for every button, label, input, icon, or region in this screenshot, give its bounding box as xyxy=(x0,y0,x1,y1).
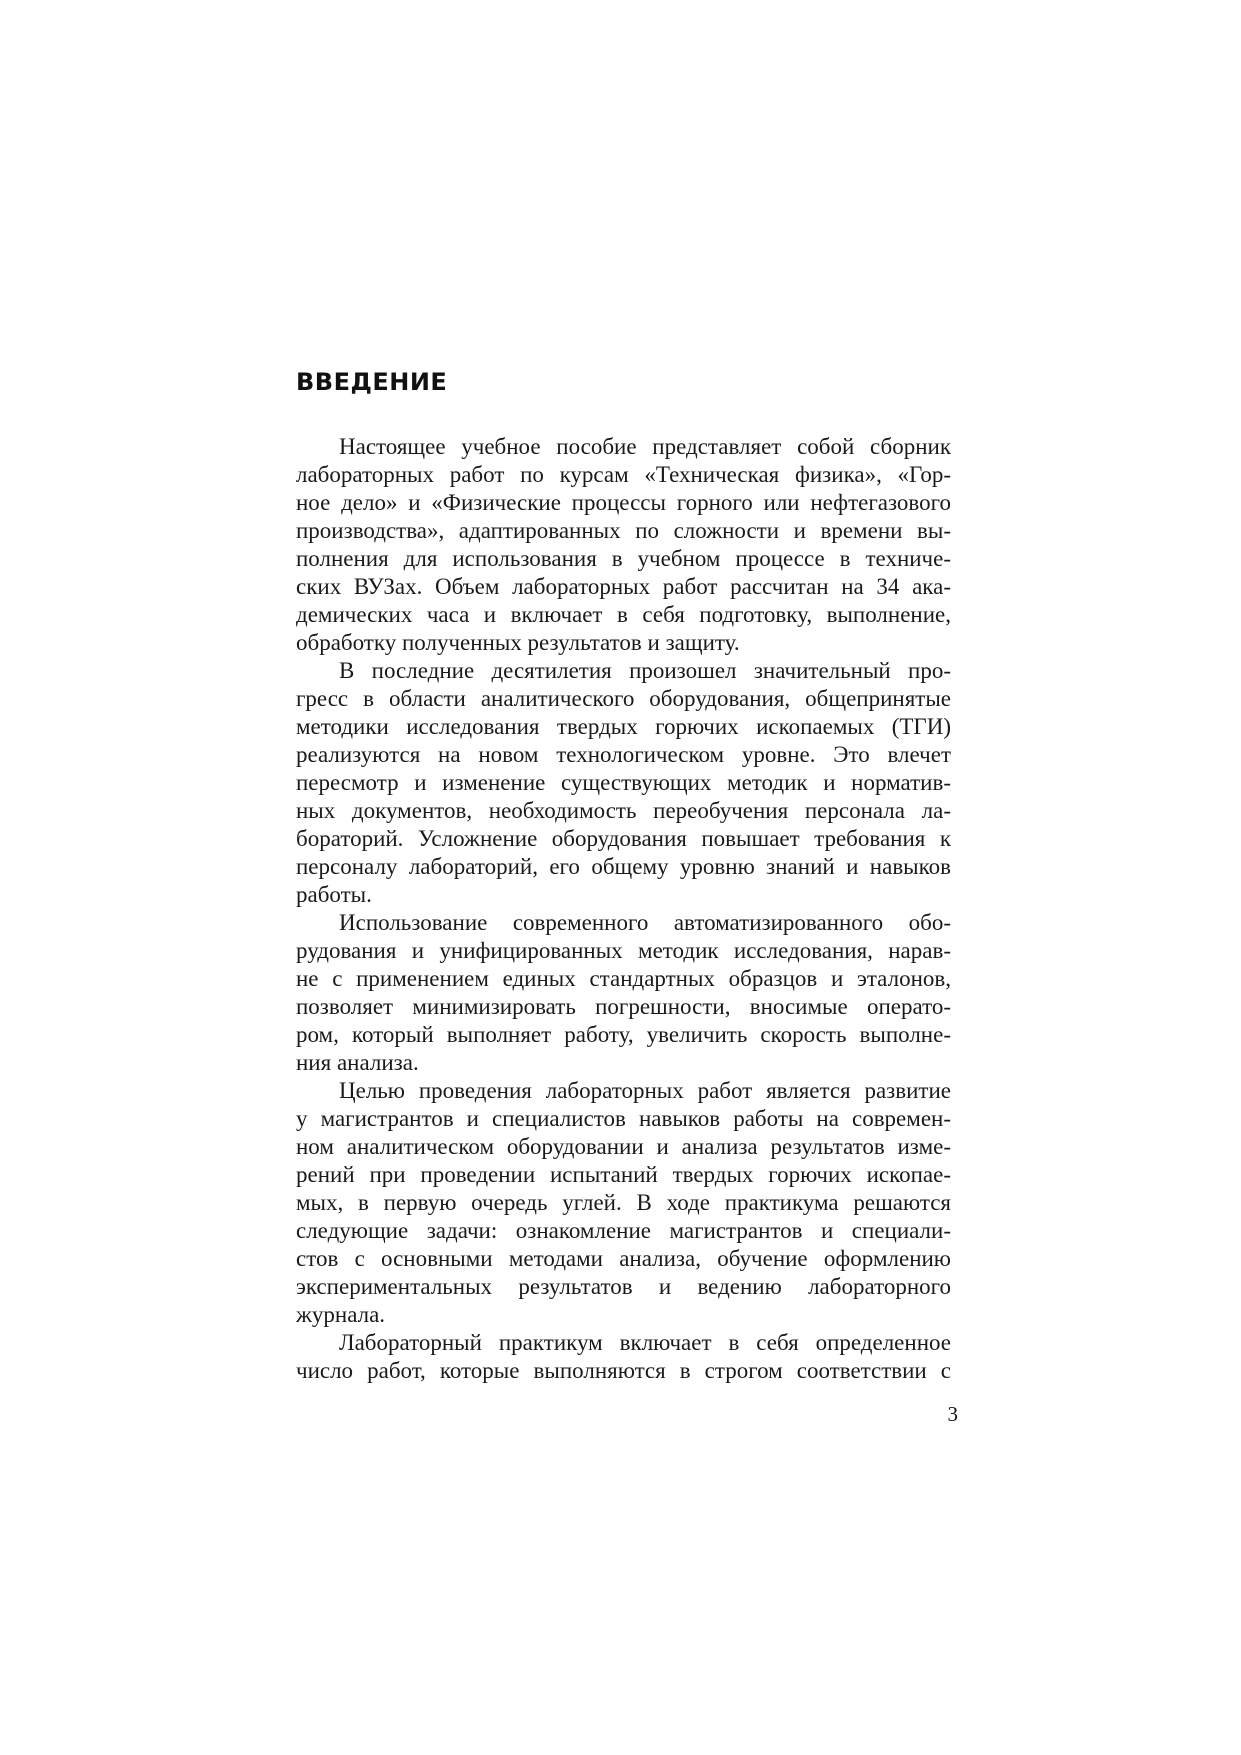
text-line: ром, который выполняет работу, увеличить скорость выполне- xyxy=(296,1022,951,1047)
text-line: рений при проведении испытаний твердых горючих ископае- xyxy=(296,1162,951,1187)
text-line: Целью проведения лабораторных работ является развитие xyxy=(339,1078,951,1103)
text-line: Использование современного автоматизированного обо- xyxy=(339,910,951,935)
text-line: следующие задачи: ознакомление магистрантов и специали- xyxy=(296,1218,951,1243)
text-line: гресс в области аналитического оборудования, общепринятые xyxy=(296,686,951,711)
text-line: бораторий. Усложнение оборудования повышает требования к xyxy=(296,826,951,851)
text-line: ное дело» и «Физические процессы горного или нефтегазового xyxy=(296,490,951,515)
text-line: у магистрантов и специалистов навыков работы на современ- xyxy=(296,1106,951,1131)
text-line: Настоящее учебное пособие представляет собой сборник xyxy=(339,434,951,459)
text-line: пересмотр и изменение существующих методик и норматив- xyxy=(296,770,951,795)
text-line: не с применением единых стандартных образцов и эталонов, xyxy=(296,966,951,991)
text-line: полнения для использования в учебном процессе в техниче- xyxy=(296,546,951,571)
text-line: ном аналитическом оборудовании и анализа результатов изме- xyxy=(296,1134,951,1159)
paragraph-3 xyxy=(296,909,951,1077)
paragraph-4 xyxy=(296,1077,951,1329)
text-line: работы. xyxy=(296,882,372,907)
text-line: лабораторных работ по курсам «Техническая физика», «Гор- xyxy=(296,462,951,487)
page-number: 3 xyxy=(947,1402,958,1426)
text-line: мых, в первую очередь углей. В ходе практикума решаются xyxy=(296,1190,951,1215)
text-line: реализуются на новом технологическом уровне. Это влечет xyxy=(296,742,951,767)
body-text xyxy=(296,433,951,1385)
text-line: рудования и унифицированных методик исследования, нарав- xyxy=(296,938,951,963)
text-line: экспериментальных результатов и ведению лабораторного xyxy=(296,1274,951,1299)
text-line: методики исследования твердых горючих ископаемых (ТГИ) xyxy=(296,714,951,739)
text-line: персоналу лабораторий, его общему уровню знаний и навыков xyxy=(296,854,951,879)
text-line: ных документов, необходимость переобучения персонала ла- xyxy=(296,798,951,823)
text-line: ских ВУЗах. Объем лабораторных работ рассчитан на 34 ака- xyxy=(296,574,951,599)
text-line: демических часа и включает в себя подготовку, выполнение, xyxy=(296,602,951,627)
text-line: В последние десятилетия произошел значительный про- xyxy=(339,658,951,683)
paragraph-5 xyxy=(296,1329,951,1385)
text-line: позволяет минимизировать погрешности, вносимые операто- xyxy=(296,994,951,1019)
text-line: журнала. xyxy=(296,1302,386,1327)
paragraph-1 xyxy=(296,433,951,657)
text-line: ния анализа. xyxy=(296,1050,419,1075)
page-heading: ВВЕДЕНИЕ xyxy=(296,368,448,396)
paragraph-2 xyxy=(296,657,951,909)
text-line: число работ, которые выполняются в строгом соответствии с xyxy=(296,1358,951,1383)
text-line: производства», адаптированных по сложности и времени вы- xyxy=(296,518,951,543)
text-line: обработку полученных результатов и защиту. xyxy=(296,630,740,655)
text-line: Лабораторный практикум включает в себя определенное xyxy=(339,1330,951,1355)
text-line: стов с основными методами анализа, обучение оформлению xyxy=(296,1246,951,1271)
